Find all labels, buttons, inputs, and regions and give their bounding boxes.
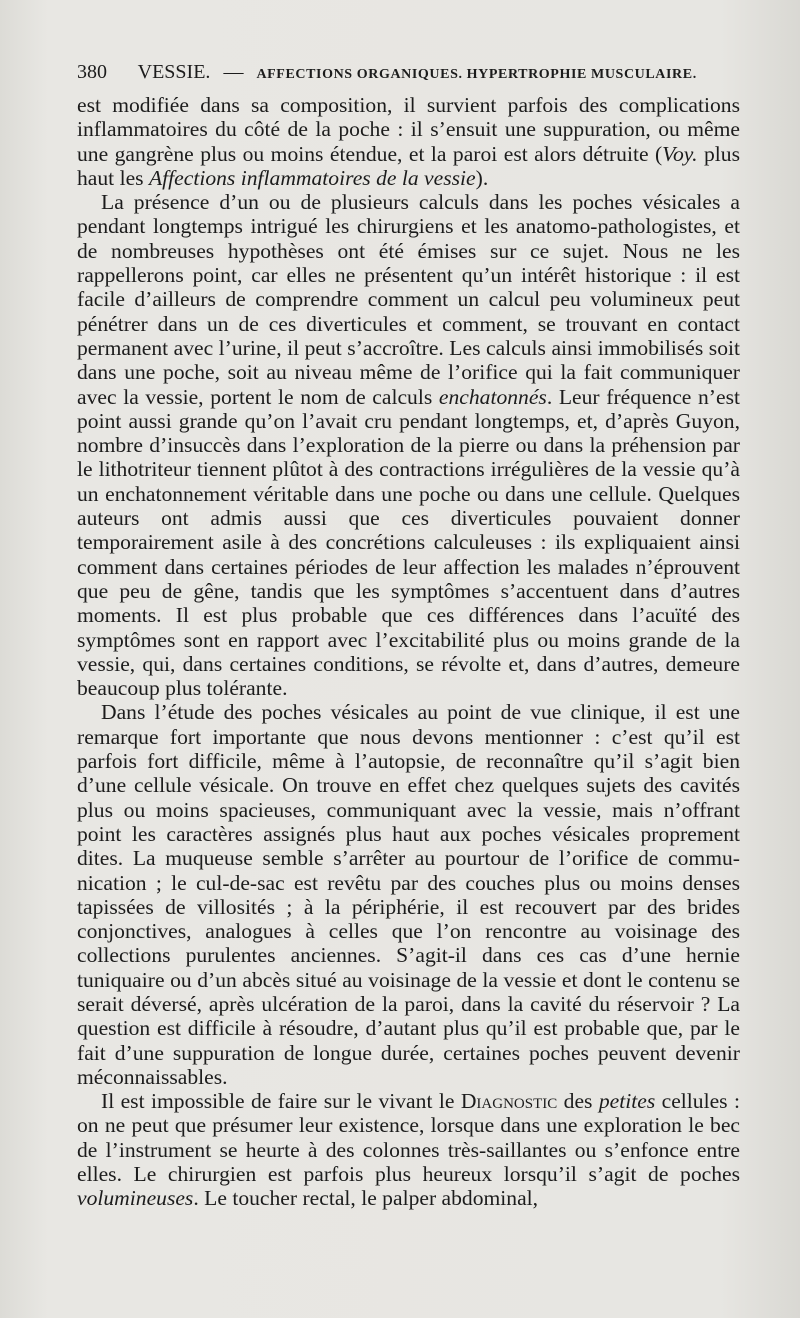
italic-text: enchatonnés (438, 384, 547, 409)
text-run: est modifiée dans sa composition, il survient parfois des complications inflammatoires du côté de la poche : il s’ensuit une suppuration, ou même une gangrène plus ou moins étendue, et la paroi est alors détruite ( (77, 93, 740, 166)
paragraph (77, 700, 740, 1089)
text-run: Dans l’étude des poches vésicales au point de vue clinique, il est une remarque fort importante que nous devons mentionner : c’est qu’il est parfois fort difficile, même à l’autopsie, de reconnaître qu’il s’agit bien d’une cellule vésicale. On trouve en effet chez quelques sujets des cavités plus ou moins spacieuses, communiquant avec la vessie, mais n’offrant point les caractères assignés plus haut aux poches vésicales proprement dites. La muqueuse semble s’arrêter au pourtour de l’orifice de communication ; le cul-de-sac est revêtu par des couches plus ou moins denses tapissées de villosités ; à la périphérie, il est recouvert par des brides conjonctives, analogues à celles que l’on rencontre au voisinage des collections purulentes anciennes. S’agit-il dans ces cas d’une hernie tuniquaire ou d’un abcès situé au voisinage de la vessie et dont le contenu se serait déversé, après ulcération de la paroi, dans la cavité du réservoir ? La question est difficile à résoudre, d’autant plus qu’il est probable que, par le fait d’une suppuration de longue durée, certaines poches peuvent devenir méconnaissables. (77, 700, 740, 1089)
running-header (77, 58, 747, 89)
paragraph (77, 190, 740, 700)
page-number: 380 (77, 61, 107, 83)
text-run: Il est impossible de faire sur le vivant le (101, 1089, 461, 1114)
italic-text: volumineuses (77, 1186, 194, 1211)
italic-text: Affections inflammatoires de la vessie (148, 165, 476, 190)
italic-text: petites (598, 1089, 656, 1114)
text-run: La présence d’un ou de plusieurs calculs dans les poches vésicales a pendant longtemps intrigué les chirurgiens et les anatomo-pathologistes, et de nombreuses hypothèses ont été émises sur ce sujet. Nous ne les rappellerons point, car elles ne présentent qu’un intérêt historique : il est facile d’ailleurs de comprendre comment un calcul peu volumineux peut pénétrer dans un de ces diverticules et comment, se trouvant en contact permanent avec l’urine, il peut s’accroître. Les calculs ainsi immobilisés soit dans une poche, soit au niveau même de l’orifice qui la fait communiquer avec la vessie, portent le nom de calculs (77, 190, 740, 409)
header-dash: — (223, 61, 244, 83)
header-title: VESSIE. (137, 61, 211, 83)
paragraph (77, 1089, 740, 1210)
italic-text: Voy. (662, 141, 698, 166)
text-run: des (557, 1089, 599, 1114)
smallcaps-text: Diagnostic (460, 1089, 558, 1114)
text-run: . Leur fréquence n’est point aussi grande qu’on l’avait cru pendant longtemps, et, d’après Guyon, nombre d’insuccès dans l’exploration de la pierre ou dans la préhension par le lithotriteur tiennent plûtot à des contractions irrégulières de la vessie qu’à un enchatonnement véritable dans une poche ou dans une cellule. Quelques auteurs ont admis aussi que ces diverticules pouvaient donner temporairement asile à des concrétions calculeuses : ils expliquaient ainsi comment dans certaines périodes de leur affection les malades n’éprouvent que peu de gêne, tandis que les symptômes s’accentuent dans d’autres moments. Il est plus probable que ces différences dans l’acuïté des symptômes sont en rapport avec l’excitabilité plus ou moins grande de la vessie, qui, dans certaines conditions, se révolte et, dans d’autres, demeure beaucoup plus tolérante. (77, 384, 740, 701)
paragraph (77, 93, 740, 190)
header-subtitle: AFFECTIONS ORGANIQUES. HYPERTROPHIE MUSCULAIRE. (256, 67, 697, 82)
text-run: ). (475, 165, 489, 190)
text-run: cellules : on ne peut que présumer leur existence, lorsque dans une exploration le bec de l’instrument se heurte à des colonnes très-saillantes ou s’enfonce entre elles. Le chirurgien est parfois plus heureux lorsqu’il s’agit de poches (77, 1089, 740, 1187)
text-run: plus haut les (77, 141, 740, 190)
page-body-text (77, 93, 740, 1211)
text-run: . Le toucher rectal, le palper abdominal, (193, 1186, 539, 1211)
